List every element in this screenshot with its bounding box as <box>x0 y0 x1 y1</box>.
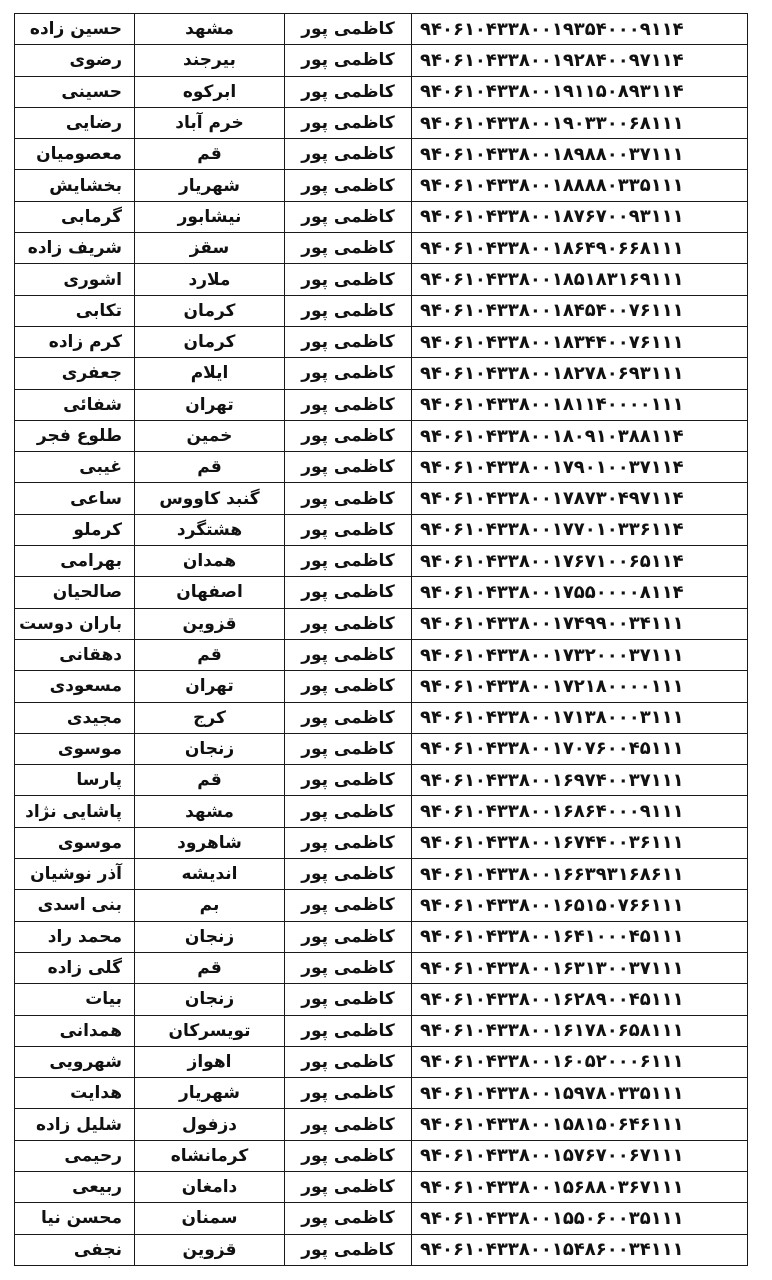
name-cell: موسوی <box>15 827 135 858</box>
table-row <box>15 921 748 952</box>
name-cell: پاشایی نژاد <box>15 796 135 827</box>
table-row <box>15 608 748 639</box>
name-cell: رضایی <box>15 107 135 138</box>
city-cell: کرمان <box>135 295 285 326</box>
records-table <box>14 13 748 1266</box>
tracking-code-cell: ۹۴۰۶۱۰۴۳۳۸۰۰۱۷۰۷۶۰۰۴۵۱۱۱ <box>412 733 748 764</box>
name-cell: آذر نوشیان <box>15 859 135 890</box>
agent-cell: کاظمی پور <box>285 107 412 138</box>
agent-cell: کاظمی پور <box>285 326 412 357</box>
agent-cell: کاظمی پور <box>285 827 412 858</box>
tracking-code-cell: ۹۴۰۶۱۰۴۳۳۸۰۰۱۷۲۱۸۰۰۰۰۱۱۱ <box>412 671 748 702</box>
table-row <box>15 796 748 827</box>
city-cell: شهریار <box>135 1078 285 1109</box>
agent-cell: کاظمی پور <box>285 389 412 420</box>
name-cell: حسین زاده <box>15 14 135 45</box>
tracking-code-cell: ۹۴۰۶۱۰۴۳۳۸۰۰۱۸۳۴۴۰۰۷۶۱۱۱ <box>412 326 748 357</box>
agent-cell: کاظمی پور <box>285 577 412 608</box>
agent-cell: کاظمی پور <box>285 76 412 107</box>
table-row <box>15 452 748 483</box>
table-row <box>15 890 748 921</box>
city-cell: قم <box>135 952 285 983</box>
name-cell: محسن نیا <box>15 1203 135 1234</box>
agent-cell: کاظمی پور <box>285 1203 412 1234</box>
tracking-code-cell: ۹۴۰۶۱۰۴۳۳۸۰۰۱۹۰۳۳۰۰۶۸۱۱۱ <box>412 107 748 138</box>
city-cell: شهریار <box>135 170 285 201</box>
table-row <box>15 1015 748 1046</box>
table-row <box>15 389 748 420</box>
tracking-code-cell: ۹۴۰۶۱۰۴۳۳۸۰۰۱۹۳۵۴۰۰۰۹۱۱۴ <box>412 14 748 45</box>
agent-cell: کاظمی پور <box>285 1234 412 1265</box>
name-cell: اشوری <box>15 264 135 295</box>
table-row <box>15 984 748 1015</box>
name-cell: شهرویی <box>15 1046 135 1077</box>
name-cell: غیبی <box>15 452 135 483</box>
name-cell: موسوی <box>15 733 135 764</box>
city-cell: تویسرکان <box>135 1015 285 1046</box>
name-cell: باران دوست <box>15 608 135 639</box>
name-cell: شلیل زاده <box>15 1109 135 1140</box>
name-cell: رحیمی <box>15 1140 135 1171</box>
city-cell: زنجان <box>135 733 285 764</box>
table-row <box>15 1078 748 1109</box>
tracking-code-cell: ۹۴۰۶۱۰۴۳۳۸۰۰۱۶۹۷۴۰۰۳۷۱۱۱ <box>412 765 748 796</box>
agent-cell: کاظمی پور <box>285 264 412 295</box>
city-cell: اندیشه <box>135 859 285 890</box>
tracking-code-cell: ۹۴۰۶۱۰۴۳۳۸۰۰۱۷۹۰۱۰۰۳۷۱۱۴ <box>412 452 748 483</box>
city-cell: دزفول <box>135 1109 285 1140</box>
city-cell: گنبد کاووس <box>135 483 285 514</box>
city-cell: هشتگرد <box>135 514 285 545</box>
name-cell: شریف زاده <box>15 233 135 264</box>
agent-cell: کاظمی پور <box>285 671 412 702</box>
agent-cell: کاظمی پور <box>285 295 412 326</box>
tracking-code-cell: ۹۴۰۶۱۰۴۳۳۸۰۰۱۵۶۸۸۰۳۶۷۱۱۱ <box>412 1171 748 1202</box>
name-cell: بخشایش <box>15 170 135 201</box>
name-cell: بهرامی <box>15 546 135 577</box>
name-cell: مسعودی <box>15 671 135 702</box>
table-row <box>15 358 748 389</box>
city-cell: خرم آباد <box>135 107 285 138</box>
tracking-code-cell: ۹۴۰۶۱۰۴۳۳۸۰۰۱۸۸۸۸۰۳۳۵۱۱۱ <box>412 170 748 201</box>
name-cell: رضوی <box>15 45 135 76</box>
city-cell: قم <box>135 139 285 170</box>
table-row <box>15 76 748 107</box>
table-row <box>15 639 748 670</box>
agent-cell: کاظمی پور <box>285 984 412 1015</box>
agent-cell: کاظمی پور <box>285 796 412 827</box>
table-row <box>15 765 748 796</box>
agent-cell: کاظمی پور <box>285 639 412 670</box>
tracking-code-cell: ۹۴۰۶۱۰۴۳۳۸۰۰۱۶۵۱۵۰۷۶۶۱۱۱ <box>412 890 748 921</box>
table-row <box>15 420 748 451</box>
agent-cell: کاظمی پور <box>285 483 412 514</box>
table-row <box>15 1109 748 1140</box>
name-cell: ربیعی <box>15 1171 135 1202</box>
agent-cell: کاظمی پور <box>285 765 412 796</box>
city-cell: کرمانشاه <box>135 1140 285 1171</box>
tracking-code-cell: ۹۴۰۶۱۰۴۳۳۸۰۰۱۶۶۳۹۳۱۶۸۶۱۱ <box>412 859 748 890</box>
city-cell: همدان <box>135 546 285 577</box>
name-cell: بنی اسدی <box>15 890 135 921</box>
city-cell: مشهد <box>135 14 285 45</box>
table-row <box>15 702 748 733</box>
tracking-code-cell: ۹۴۰۶۱۰۴۳۳۸۰۰۱۶۴۱۰۰۰۴۵۱۱۱ <box>412 921 748 952</box>
table-row <box>15 577 748 608</box>
agent-cell: کاظمی پور <box>285 890 412 921</box>
table-row <box>15 733 748 764</box>
city-cell: بم <box>135 890 285 921</box>
name-cell: شفائی <box>15 389 135 420</box>
agent-cell: کاظمی پور <box>285 420 412 451</box>
name-cell: پارسا <box>15 765 135 796</box>
tracking-code-cell: ۹۴۰۶۱۰۴۳۳۸۰۰۱۶۷۴۴۰۰۳۶۱۱۱ <box>412 827 748 858</box>
city-cell: قم <box>135 765 285 796</box>
agent-cell: کاظمی پور <box>285 952 412 983</box>
table-row <box>15 264 748 295</box>
name-cell: جعفری <box>15 358 135 389</box>
table-row <box>15 952 748 983</box>
name-cell: معصومیان <box>15 139 135 170</box>
tracking-code-cell: ۹۴۰۶۱۰۴۳۳۸۰۰۱۹۱۱۵۰۸۹۳۱۱۴ <box>412 76 748 107</box>
agent-cell: کاظمی پور <box>285 201 412 232</box>
agent-cell: کاظمی پور <box>285 1171 412 1202</box>
name-cell: نجفی <box>15 1234 135 1265</box>
city-cell: ابرکوه <box>135 76 285 107</box>
tracking-code-cell: ۹۴۰۶۱۰۴۳۳۸۰۰۱۷۶۷۱۰۰۶۵۱۱۴ <box>412 546 748 577</box>
tracking-code-cell: ۹۴۰۶۱۰۴۳۳۸۰۰۱۸۷۶۷۰۰۹۳۱۱۱ <box>412 201 748 232</box>
table-row <box>15 671 748 702</box>
agent-cell: کاظمی پور <box>285 1046 412 1077</box>
agent-cell: کاظمی پور <box>285 233 412 264</box>
name-cell: صالحیان <box>15 577 135 608</box>
table-row <box>15 107 748 138</box>
tracking-code-cell: ۹۴۰۶۱۰۴۳۳۸۰۰۱۵۸۱۵۰۶۴۶۱۱۱ <box>412 1109 748 1140</box>
name-cell: کرملو <box>15 514 135 545</box>
city-cell: کرج <box>135 702 285 733</box>
tracking-code-cell: ۹۴۰۶۱۰۴۳۳۸۰۰۱۷۸۷۳۰۴۹۷۱۱۴ <box>412 483 748 514</box>
name-cell: همدانی <box>15 1015 135 1046</box>
table-row <box>15 1171 748 1202</box>
city-cell: زنجان <box>135 921 285 952</box>
city-cell: ملارد <box>135 264 285 295</box>
city-cell: کرمان <box>135 326 285 357</box>
name-cell: طلوع فجر <box>15 420 135 451</box>
tracking-code-cell: ۹۴۰۶۱۰۴۳۳۸۰۰۱۸۰۹۱۰۳۸۸۱۱۴ <box>412 420 748 451</box>
table-row <box>15 326 748 357</box>
table-row <box>15 170 748 201</box>
table-row <box>15 514 748 545</box>
city-cell: خمین <box>135 420 285 451</box>
city-cell: قم <box>135 639 285 670</box>
tracking-code-cell: ۹۴۰۶۱۰۴۳۳۸۰۰۱۸۱۱۴۰۰۰۰۱۱۱ <box>412 389 748 420</box>
tracking-code-cell: ۹۴۰۶۱۰۴۳۳۸۰۰۱۸۵۱۸۳۱۶۹۱۱۱ <box>412 264 748 295</box>
tracking-code-cell: ۹۴۰۶۱۰۴۳۳۸۰۰۱۵۷۶۷۰۰۶۷۱۱۱ <box>412 1140 748 1171</box>
agent-cell: کاظمی پور <box>285 1078 412 1109</box>
name-cell: بیات <box>15 984 135 1015</box>
city-cell: زنجان <box>135 984 285 1015</box>
city-cell: دامغان <box>135 1171 285 1202</box>
city-cell: ایلام <box>135 358 285 389</box>
tracking-code-cell: ۹۴۰۶۱۰۴۳۳۸۰۰۱۸۹۸۸۰۰۳۷۱۱۱ <box>412 139 748 170</box>
name-cell: دهقانی <box>15 639 135 670</box>
table-row <box>15 45 748 76</box>
city-cell: مشهد <box>135 796 285 827</box>
city-cell: شاهرود <box>135 827 285 858</box>
city-cell: بیرجند <box>135 45 285 76</box>
name-cell: ساعی <box>15 483 135 514</box>
name-cell: کرم زاده <box>15 326 135 357</box>
agent-cell: کاظمی پور <box>285 14 412 45</box>
city-cell: اصفهان <box>135 577 285 608</box>
agent-cell: کاظمی پور <box>285 546 412 577</box>
tracking-code-cell: ۹۴۰۶۱۰۴۳۳۸۰۰۱۷۱۳۸۰۰۰۳۱۱۱ <box>412 702 748 733</box>
tracking-code-cell: ۹۴۰۶۱۰۴۳۳۸۰۰۱۶۳۱۳۰۰۳۷۱۱۱ <box>412 952 748 983</box>
document-table-container <box>14 13 747 1266</box>
agent-cell: کاظمی پور <box>285 702 412 733</box>
city-cell: نیشابور <box>135 201 285 232</box>
table-row <box>15 14 748 45</box>
name-cell: هدایت <box>15 1078 135 1109</box>
agent-cell: کاظمی پور <box>285 139 412 170</box>
agent-cell: کاظمی پور <box>285 1015 412 1046</box>
city-cell: تهران <box>135 671 285 702</box>
tracking-code-cell: ۹۴۰۶۱۰۴۳۳۸۰۰۱۶۱۷۸۰۶۵۸۱۱۱ <box>412 1015 748 1046</box>
tracking-code-cell: ۹۴۰۶۱۰۴۳۳۸۰۰۱۸۶۴۹۰۶۶۸۱۱۱ <box>412 233 748 264</box>
agent-cell: کاظمی پور <box>285 733 412 764</box>
city-cell: قزوین <box>135 608 285 639</box>
agent-cell: کاظمی پور <box>285 358 412 389</box>
agent-cell: کاظمی پور <box>285 170 412 201</box>
city-cell: سمنان <box>135 1203 285 1234</box>
name-cell: محمد راد <box>15 921 135 952</box>
table-row <box>15 483 748 514</box>
agent-cell: کاظمی پور <box>285 452 412 483</box>
city-cell: سقز <box>135 233 285 264</box>
table-row <box>15 1203 748 1234</box>
tracking-code-cell: ۹۴۰۶۱۰۴۳۳۸۰۰۱۸۴۵۴۰۰۷۶۱۱۱ <box>412 295 748 326</box>
tracking-code-cell: ۹۴۰۶۱۰۴۳۳۸۰۰۱۷۵۵۰۰۰۰۸۱۱۴ <box>412 577 748 608</box>
table-row <box>15 827 748 858</box>
tracking-code-cell: ۹۴۰۶۱۰۴۳۳۸۰۰۱۶۸۶۴۰۰۰۹۱۱۱ <box>412 796 748 827</box>
agent-cell: کاظمی پور <box>285 859 412 890</box>
table-row <box>15 1046 748 1077</box>
table-row <box>15 859 748 890</box>
city-cell: قم <box>135 452 285 483</box>
tracking-code-cell: ۹۴۰۶۱۰۴۳۳۸۰۰۱۸۲۷۸۰۶۹۳۱۱۱ <box>412 358 748 389</box>
city-cell: قزوین <box>135 1234 285 1265</box>
tracking-code-cell: ۹۴۰۶۱۰۴۳۳۸۰۰۱۷۴۹۹۰۰۳۴۱۱۱ <box>412 608 748 639</box>
agent-cell: کاظمی پور <box>285 608 412 639</box>
tracking-code-cell: ۹۴۰۶۱۰۴۳۳۸۰۰۱۹۲۸۴۰۰۹۷۱۱۴ <box>412 45 748 76</box>
tracking-code-cell: ۹۴۰۶۱۰۴۳۳۸۰۰۱۵۴۸۶۰۰۳۴۱۱۱ <box>412 1234 748 1265</box>
table-body <box>15 14 748 1266</box>
agent-cell: کاظمی پور <box>285 1109 412 1140</box>
name-cell: تکابی <box>15 295 135 326</box>
table-row <box>15 546 748 577</box>
name-cell: حسینی <box>15 76 135 107</box>
agent-cell: کاظمی پور <box>285 45 412 76</box>
table-row <box>15 201 748 232</box>
agent-cell: کاظمی پور <box>285 514 412 545</box>
city-cell: اهواز <box>135 1046 285 1077</box>
agent-cell: کاظمی پور <box>285 1140 412 1171</box>
tracking-code-cell: ۹۴۰۶۱۰۴۳۳۸۰۰۱۶۰۵۲۰۰۰۶۱۱۱ <box>412 1046 748 1077</box>
tracking-code-cell: ۹۴۰۶۱۰۴۳۳۸۰۰۱۵۵۰۶۰۰۳۵۱۱۱ <box>412 1203 748 1234</box>
table-row <box>15 1140 748 1171</box>
tracking-code-cell: ۹۴۰۶۱۰۴۳۳۸۰۰۱۷۳۲۰۰۰۳۷۱۱۱ <box>412 639 748 670</box>
name-cell: گلی زاده <box>15 952 135 983</box>
table-row <box>15 1234 748 1265</box>
name-cell: گرمابی <box>15 201 135 232</box>
table-row <box>15 139 748 170</box>
tracking-code-cell: ۹۴۰۶۱۰۴۳۳۸۰۰۱۶۲۸۹۰۰۴۵۱۱۱ <box>412 984 748 1015</box>
agent-cell: کاظمی پور <box>285 921 412 952</box>
table-row <box>15 233 748 264</box>
tracking-code-cell: ۹۴۰۶۱۰۴۳۳۸۰۰۱۷۷۰۱۰۳۳۶۱۱۴ <box>412 514 748 545</box>
city-cell: تهران <box>135 389 285 420</box>
name-cell: مجیدی <box>15 702 135 733</box>
tracking-code-cell: ۹۴۰۶۱۰۴۳۳۸۰۰۱۵۹۷۸۰۳۳۵۱۱۱ <box>412 1078 748 1109</box>
table-row <box>15 295 748 326</box>
